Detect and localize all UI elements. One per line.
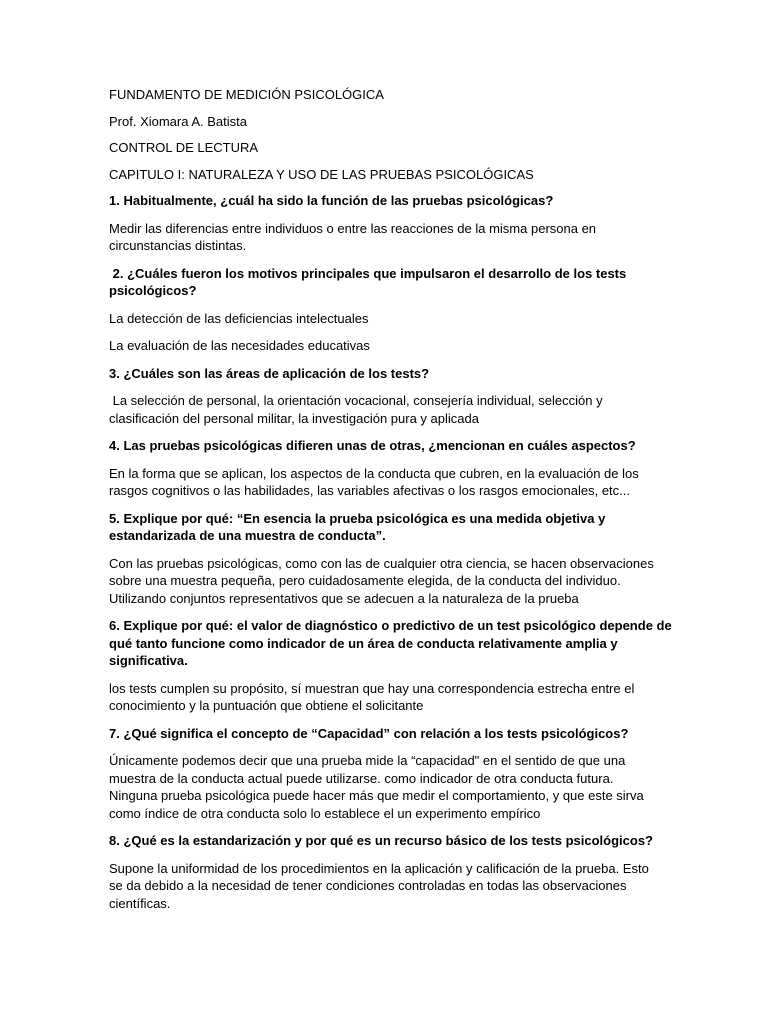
question-line: 3. ¿Cuáles son las áreas de aplicación de los tests? [109,365,430,381]
answer-6 [109,680,635,715]
document-page [109,86,672,922]
question-line: 4. Las pruebas psicológicas difieren unas de otras, ¿mencionan en cuáles aspectos? [109,438,636,453]
answer-line: Utilizando conjuntos representativos que se adecuen a la naturaleza de la prueba [109,590,579,606]
question-5 [109,510,629,545]
answer-line: Con las pruebas psicológicas, como con las de cualquier otra ciencia, se hacen observaciones [109,555,654,571]
question-7 [109,725,629,743]
question-line: 2. ¿Cuáles fueron los motivos principales que impulsaron el desarrollo de los tests [109,265,627,281]
question-2 [109,265,629,300]
question-line: estandarizada de una muestra de conducta”. [109,528,386,543]
answer-line: muestra de la conducta actual puede utilizarse. como indicador de otra conducta futura. [109,770,614,786]
answer-line: Medir las diferencias entre individuos o entre las reacciones de la misma persona en [109,220,597,236]
answer-7 [109,752,644,822]
question-line: 6. Explique por qué: el valor de diagnóstico o predictivo de un test psicológico depende de [109,618,672,633]
answer-line: Supone la uniformidad de los procedimientos en la aplicación y calificación de la prueba. Esto [109,860,649,876]
question-6 [109,617,672,670]
answer-line: La selección de personal, la orientación vocacional, consejería individual, selección y [109,393,603,408]
answer-line: conocimiento y la puntuación que obtiene el solicitante [109,698,424,713]
answer-line: científicas. [109,895,171,911]
answer-line: como índice de otra conducta solo lo establece el un experimento empírico [109,805,541,821]
question-line: 8. ¿Qué es la estandarización y por qué es un recurso básico de los tests psicológicos? [109,833,654,848]
question-line: 5. Explique por qué: “En esencia la prueba psicológica es una medida objetiva y [109,510,606,526]
answer-5 [109,555,654,608]
answer-8 [109,860,649,913]
answer-1 [109,220,629,255]
document-subtitle: CONTROL DE LECTURA [109,140,259,155]
answer-line: clasificación del personal militar, la investigación pura y aplicada [109,410,479,426]
question-1 [109,192,629,210]
answer-line: sobre una muestra pequeña, pero cuidadosamente elegida, de la conducta del individuo. [109,573,621,588]
answer-4 [109,465,639,500]
question-4 [109,437,636,455]
answer-line: La evaluación de las necesidades educativas [109,338,370,353]
answer-line: los tests cumplen su propósito, sí muestran que hay una correspondencia estrecha entre el [109,680,635,696]
answer-line: rasgos cognitivos o las habilidades, las variables afectivas o los rasgos emocionales, etc... [109,483,630,498]
answer-3 [109,392,629,427]
document-title: FUNDAMENTO DE MEDICIÓN PSICOLÓGICA [109,87,384,102]
question-line: psicológicos? [109,283,197,298]
answer-line: se da debido a la necesidad de tener condiciones controladas en todas las observaciones [109,878,627,893]
question-line: 1. Habitualmente, ¿cuál ha sido la función de las pruebas psicológicas? [109,193,554,208]
question-8 [109,832,654,850]
answer-line: La detección de las deficiencias intelectuales [109,310,369,326]
answer-2a [109,310,629,328]
chapter-heading: CAPITULO I: NATURALEZA Y USO DE LAS PRUEBAS PSICOLÓGICAS [109,166,534,182]
answer-line: En la forma que se aplican, los aspectos de la conducta que cubren, en la evaluación de los [109,465,639,481]
professor-name: Prof. Xiomara A. Batista [109,113,248,129]
question-line: qué tanto funcione como indicador de un área de conducta relativamente amplia y [109,635,618,651]
question-line: significativa. [109,653,188,668]
answer-line: Únicamente podemos decir que una prueba mide la “capacidad" en el sentido de que una [109,753,626,768]
answer-2b [109,337,629,355]
question-line: 7. ¿Qué significa el concepto de “Capacidad” con relación a los tests psicológicos? [109,725,629,741]
answer-line: circunstancias distintas. [109,238,247,253]
question-3 [109,365,629,383]
answer-line: Ninguna prueba psicológica puede hacer más que medir el comportamiento, y que este sirva [109,788,644,803]
